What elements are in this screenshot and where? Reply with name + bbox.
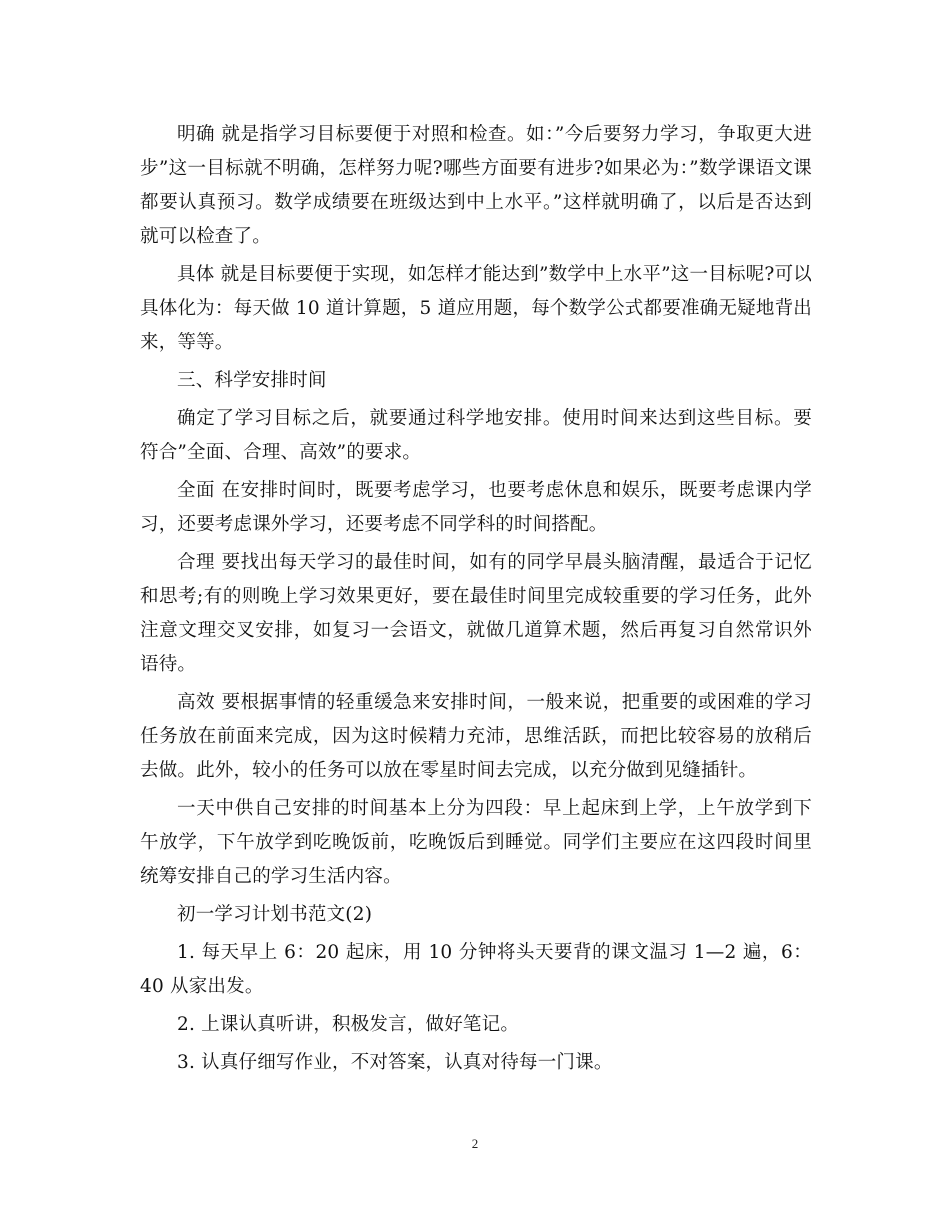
paragraph-specific-goal: 具体 就是目标要便于实现，如怎样才能达到”数学中上水平”这一目标呢?可以具体化为：每天做 10 道计算题，5 道应用题，每个数学公式都要准确无疑地背出来，等等。 (140, 264, 812, 353)
paragraph-comprehensive: 全面 在安排时间时，既要考虑学习，也要考虑休息和娱乐，既要考虑课内学习，还要考虑课外学习，还要考虑不同学科的时间搭配。 (140, 480, 812, 535)
paragraph-four-periods: 一天中供自己安排的时间基本上分为四段：早上起床到上学，上午放学到下午放学，下午放学到吃晚饭前，吃晚饭后到睡觉。同学们主要应在这四段时间里统筹安排自己的学习生活内容。 (140, 798, 812, 887)
paragraph-efficient: 高效 要根据事情的轻重缓急来安排时间，一般来说，把重要的或困难的学习任务放在前面来完成，因为这时候精力充沛，思维活跃，而把比较容易的放稍后去做。此外，较小的任务可以放在零星时间去完成，以充分做到见缝插针。 (140, 692, 812, 781)
paragraph-reasonable: 合理 要找出每天学习的最佳时间，如有的同学早晨头脑清醒，最适合于记忆和思考;有的则晚上学习效果更好，要在最佳时间里完成较重要的学习任务，此外注意文理交叉安排，如复习一会语文，就做几道算术题，然后再复习自然常识外语待。 (140, 552, 812, 675)
paragraph-clear-goal: 明确 就是指学习目标要便于对照和检查。如：”今后要努力学习，争取更大进步”这一目标就不明确，怎样努力呢?哪些方面要有进步?如果必为：”数学课语文课都要认真预习。数学成绩要在班级达到中上水平。”这样就明确了，以后是否达到就可以检查了。 (140, 124, 812, 247)
list-item-1: 1. 每天早上 6：20 起床，用 10 分钟将头天要背的课文温习 1—2 遍，6：40 从家出发。 (140, 942, 812, 997)
section-heading-time-planning: 三、科学安排时间 (177, 370, 327, 391)
list-item-3: 3. 认真仔细写作业，不对答案，认真对待每一门课。 (177, 1052, 613, 1073)
page-number: 2 (471, 1136, 479, 1151)
section-heading-sample-2: 初一学习计划书范文(2) (177, 904, 373, 925)
list-item-2: 2. 上课认真听讲，积极发言，做好笔记。 (177, 1014, 520, 1035)
paragraph-after-goals: 确定了学习目标之后，就要通过科学地安排。使用时间来达到这些目标。要符合”全面、合理、高效”的要求。 (140, 408, 812, 463)
document-body (140, 118, 812, 1084)
